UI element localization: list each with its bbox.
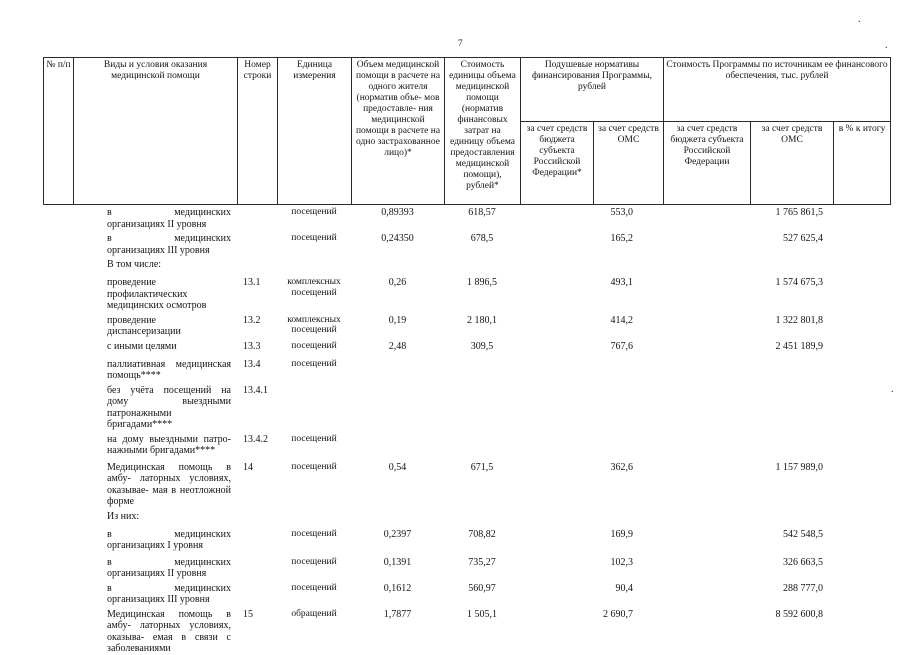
header-col-cost: Стоимость единицы объема медицинской помощи (норматив финансовых затрат на единицу объема предоставления медицинской помощи), рублей* (445, 58, 521, 205)
cell-program-pct (833, 431, 890, 459)
cell-index (43, 338, 73, 356)
cell-index (43, 312, 73, 338)
table-row (43, 338, 890, 356)
cell-index (43, 382, 73, 431)
cell-name: В том числе: (107, 259, 162, 270)
cell-unit (277, 382, 351, 431)
cell-per-capita-oms (593, 382, 663, 431)
cell-cost (444, 508, 520, 526)
cell-per-capita-oms: 362,6 (610, 461, 633, 473)
cell-index (43, 230, 73, 256)
cell-program-oms (750, 382, 833, 431)
cell-program-oms: 326 663,5 (783, 556, 823, 568)
cell-per-capita-budget (520, 459, 593, 508)
cell-unit: посещений (291, 433, 337, 444)
cell-name: Медицинская помощь в амбу- латорных условиях, оказыва- емая в связи с заболеваниями (107, 608, 231, 654)
cell-volume: 0,19 (388, 314, 407, 326)
cell-program-oms (750, 256, 833, 274)
cell-cost: 671,5 (470, 461, 494, 473)
table-row (43, 382, 890, 431)
cell-program-oms: 1 765 861,5 (775, 207, 823, 218)
cell-per-capita-oms: 90,4 (615, 582, 633, 594)
cell-name: Медицинская помощь в амбу- латорных условиях, оказывае- мая в неотложной форме (107, 461, 231, 507)
cell-line-number (237, 508, 277, 526)
cell-volume: 1,7877 (383, 608, 412, 620)
cell-line-number: 13.2 (243, 314, 261, 326)
cell-unit: посещений (291, 358, 337, 369)
header-col-program-cost: Стоимость Программы по источникам ее финансового обеспечения, тыс. рублей (664, 58, 891, 122)
table-row (43, 526, 890, 554)
cell-cost: 735,27 (468, 556, 496, 568)
cell-cost: 1 505,1 (467, 608, 497, 620)
cell-program-pct (833, 526, 890, 554)
cell-volume (351, 256, 444, 274)
cell-program-pct (833, 312, 890, 338)
cell-program-budget (663, 204, 750, 230)
header-per-capita-oms: за счет средств ОМС (594, 122, 664, 205)
table-row (43, 431, 890, 459)
table-row (43, 356, 890, 382)
cell-volume (351, 431, 444, 459)
cell-volume: 0,1391 (383, 556, 412, 568)
cell-program-pct (833, 230, 890, 256)
cell-index (43, 459, 73, 508)
cell-name: с иными целями (107, 340, 177, 352)
header-per-capita-budget: за счет средств бюджета субъекта Российской Федерации* (521, 122, 594, 205)
cell-line-number: 13.4.2 (243, 433, 268, 445)
cell-volume (351, 382, 444, 431)
header-col-type: Виды и условия оказания медицинской помощи (74, 58, 238, 205)
cell-name: проведение профилактических медицинских осмотров (107, 277, 207, 311)
cell-line-number: 15 (243, 608, 253, 620)
cell-index (43, 356, 73, 382)
cell-unit: комплексных посещений (287, 314, 341, 335)
cell-program-oms: 527 625,4 (783, 233, 823, 244)
cell-per-capita-budget (520, 508, 593, 526)
cell-program-budget (663, 274, 750, 312)
table-row (43, 508, 890, 526)
cell-program-pct (833, 382, 890, 431)
cell-unit: посещений (291, 582, 337, 593)
cell-line-number: 13.3 (243, 340, 261, 352)
cell-index (43, 580, 73, 606)
cell-per-capita-oms (593, 431, 663, 459)
data-table (43, 204, 890, 655)
cell-per-capita-oms: 553,0 (610, 207, 633, 218)
cell-program-budget (663, 508, 750, 526)
cell-cost (444, 356, 520, 382)
cell-name: на дому выездными патро- нажными бригадами**** (107, 433, 231, 456)
cell-cost (444, 431, 520, 459)
cell-program-pct (833, 256, 890, 274)
cell-unit: обращений (291, 608, 337, 619)
cell-volume (351, 356, 444, 382)
header-program-budget: за счет средств бюджета субъекта Российской Федерации (664, 122, 751, 205)
cell-program-oms: 1 574 675,3 (775, 277, 823, 288)
cell-unit (277, 256, 351, 274)
cell-per-capita-oms: 102,3 (610, 556, 633, 568)
cell-line-number: 14 (243, 461, 253, 473)
cell-cost: 618,57 (468, 207, 496, 218)
table-row (43, 459, 890, 508)
cell-volume: 0,54 (388, 461, 407, 473)
cell-unit: посещений (291, 528, 337, 539)
cell-program-budget (663, 606, 750, 655)
header-col-per-capita: Подушевые нормативы финансирования Программы, рублей (521, 58, 664, 122)
cell-line-number: 13.1 (243, 277, 261, 288)
cell-program-budget (663, 338, 750, 356)
cell-cost: 678,5 (470, 233, 494, 244)
cell-line-number (237, 204, 277, 230)
header-col-unit: Единица измерения (278, 58, 352, 205)
cell-unit: посещений (291, 461, 337, 472)
cell-program-budget (663, 256, 750, 274)
cell-program-pct (833, 204, 890, 230)
table-row (43, 312, 890, 338)
cell-index (43, 256, 73, 274)
cell-program-oms (750, 431, 833, 459)
cell-per-capita-oms (593, 256, 663, 274)
cell-index (43, 204, 73, 230)
header-program-oms: за счет средств ОМС (751, 122, 834, 205)
cell-name: в медицинских организациях III уровня (107, 233, 231, 256)
cell-program-pct (833, 508, 890, 526)
cell-volume: 0,89393 (381, 207, 414, 218)
cell-program-oms (750, 508, 833, 526)
cell-per-capita-budget (520, 312, 593, 338)
table-row (43, 204, 890, 230)
cell-per-capita-oms (593, 508, 663, 526)
cell-index (43, 508, 73, 526)
cell-program-budget (663, 431, 750, 459)
cell-cost: 1 896,5 (467, 277, 497, 288)
cell-cost: 309,5 (470, 340, 494, 352)
cell-per-capita-budget (520, 606, 593, 655)
cell-line-number: 13.4.1 (243, 384, 268, 396)
table-row (43, 554, 890, 580)
header-col-volume: Объем медицинской помощи в расчете на одного жителя (норматив объе- мов предоставле- ния медицинской помощи в расчете на одно застрахованное лицо)* (352, 58, 445, 205)
cell-per-capita-oms (593, 356, 663, 382)
cell-program-pct (833, 554, 890, 580)
cell-per-capita-oms: 767,6 (610, 340, 633, 352)
cell-index (43, 274, 73, 312)
cell-unit: посещений (291, 340, 337, 351)
cell-unit: комплексных посещений (287, 277, 341, 298)
cell-name: паллиативная медицинская помощь**** (107, 358, 231, 381)
cell-program-budget (663, 356, 750, 382)
cell-program-pct (833, 356, 890, 382)
cell-index (43, 606, 73, 655)
cell-unit (277, 508, 351, 526)
cell-program-budget (663, 459, 750, 508)
cell-per-capita-budget (520, 338, 593, 356)
cell-line-number (237, 256, 277, 274)
cell-per-capita-budget (520, 382, 593, 431)
cell-per-capita-budget (520, 580, 593, 606)
table-header (43, 57, 891, 205)
cell-index (43, 554, 73, 580)
scan-speck: . (858, 14, 861, 25)
table-row (43, 606, 890, 655)
cell-per-capita-oms: 169,9 (610, 528, 633, 540)
cell-program-pct (833, 274, 890, 312)
cell-name: в медицинских организациях II уровня (107, 556, 231, 579)
cell-volume: 0,1612 (383, 582, 412, 594)
cell-index (43, 431, 73, 459)
cell-cost (444, 256, 520, 274)
cell-volume: 2,48 (388, 340, 407, 352)
cell-program-oms: 542 548,5 (783, 528, 823, 540)
cell-unit: посещений (291, 233, 337, 243)
cell-program-oms: 1 157 989,0 (775, 461, 823, 473)
cell-per-capita-budget (520, 356, 593, 382)
cell-per-capita-budget (520, 431, 593, 459)
cell-cost: 560,97 (468, 582, 496, 594)
cell-program-budget (663, 312, 750, 338)
page-number: 7 (458, 38, 463, 48)
cell-name: проведение диспансеризации (107, 314, 181, 337)
cell-per-capita-oms: 165,2 (610, 233, 633, 244)
cell-per-capita-oms: 414,2 (610, 314, 633, 326)
cell-name: в медицинских организациях I уровня (107, 528, 231, 551)
cell-per-capita-budget (520, 554, 593, 580)
cell-unit: посещений (291, 207, 337, 217)
table-row (43, 256, 890, 274)
cell-name: в медицинских организациях III уровня (107, 582, 231, 605)
cell-line-number (237, 580, 277, 606)
cell-program-budget (663, 580, 750, 606)
cell-per-capita-budget (520, 204, 593, 230)
cell-volume (351, 508, 444, 526)
cell-cost: 708,82 (468, 528, 496, 540)
cell-program-oms: 1 322 801,8 (775, 314, 823, 326)
cell-name: без учёта посещений на дому выездными патронажными бригадами**** (107, 384, 231, 430)
cell-volume: 0,24350 (381, 233, 414, 244)
cell-per-capita-budget (520, 526, 593, 554)
cell-program-pct (833, 606, 890, 655)
cell-program-pct (833, 338, 890, 356)
cell-volume: 0,26 (388, 277, 407, 288)
cell-per-capita-budget (520, 256, 593, 274)
cell-program-oms: 288 777,0 (783, 582, 823, 594)
cell-index (43, 526, 73, 554)
table-row (43, 230, 890, 256)
cell-program-oms: 2 451 189,9 (775, 340, 823, 352)
cell-program-oms: 8 592 600,8 (775, 608, 823, 620)
scan-speck: . (891, 384, 894, 395)
cell-per-capita-oms: 493,1 (610, 277, 633, 288)
cell-program-budget (663, 230, 750, 256)
cell-name: Из них: (107, 510, 140, 522)
header-program-pct: в % к итогу (834, 122, 891, 205)
cell-cost (444, 382, 520, 431)
cell-line-number (237, 526, 277, 554)
cell-name: в медицинских организациях II уровня (107, 207, 231, 230)
table-row (43, 580, 890, 606)
scan-speck: . (885, 40, 888, 51)
cell-program-budget (663, 382, 750, 431)
cell-program-pct (833, 459, 890, 508)
header-col-num: № п/п (44, 58, 74, 205)
header-col-line: Номер строки (238, 58, 278, 205)
cell-cost: 2 180,1 (467, 314, 497, 326)
cell-per-capita-budget (520, 230, 593, 256)
cell-program-budget (663, 526, 750, 554)
table-row (43, 274, 890, 312)
cell-program-oms (750, 356, 833, 382)
cell-line-number (237, 554, 277, 580)
cell-per-capita-oms: 2 690,7 (603, 608, 633, 620)
cell-volume: 0,2397 (383, 528, 412, 540)
cell-program-budget (663, 554, 750, 580)
cell-per-capita-budget (520, 274, 593, 312)
cell-line-number (237, 230, 277, 256)
cell-line-number: 13.4 (243, 358, 261, 370)
cell-program-pct (833, 580, 890, 606)
cell-unit: посещений (291, 556, 337, 567)
